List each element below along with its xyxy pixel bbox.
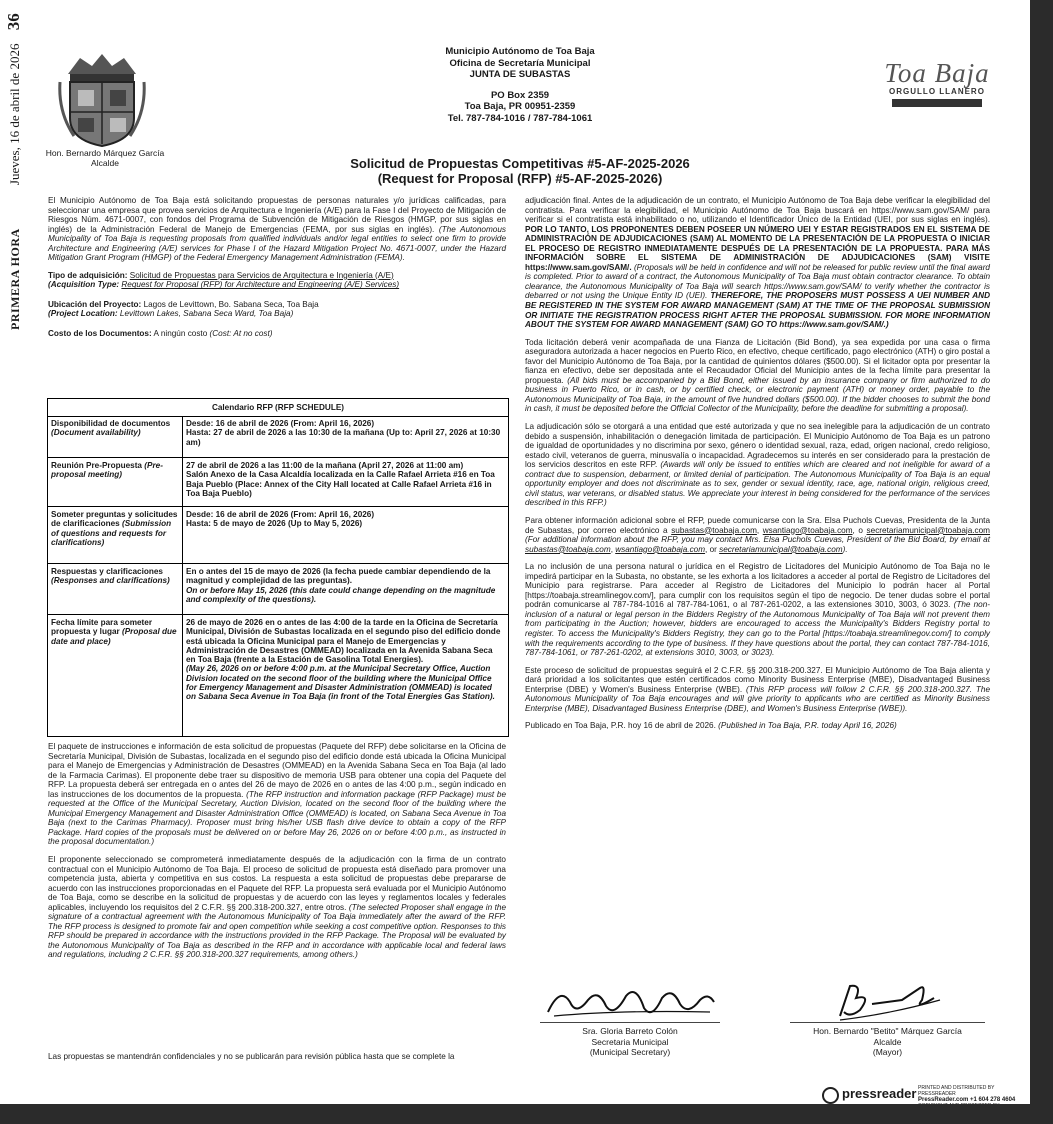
header-tel: Tel. 787-784-1016 / 787-784-1061: [447, 112, 593, 124]
secretary-signature-block: Sra. Gloria Barreto Colón Secretaria Municipal (Municipal Secretary): [582, 1026, 678, 1057]
office-header: [350, 46, 690, 124]
title-es: Solicitud de Propuestas Competitivas #5-AF-2025-2026: [350, 156, 690, 171]
municipal-crest-icon: [58, 52, 146, 148]
mayor-caption-name: Hon. Bernardo Márquez García: [45, 148, 165, 158]
mayor-caption: [30, 148, 180, 168]
intro-paragraph: El Municipio Autónomo de Toa Baja está solicitando propuestas de personas naturales y/o jurídicas calificadas, para seleccionar una empresa que provea servicios de Arquitectura e Ingeniería (A/E) para la Fase I del Proyecto de Mitigación de Riesgos Núm. 4671-0007, con fondos del Programa de Subvención de Mitigación de Riesgos (HMGP, por sus siglas en inglés) de la Administración Federal de Manejo de Emergencias (FEMA, por sus siglas en inglés). (The Autonomous Municipality of Toa Baja is requesting proposals from qualified individuals and/or legal entities to select one firm to provide Architecture and Engineering (A/E) services for Phase I of the Hazard Mitigation Project No. 4671-0007, under the Hazard Mitigation Grant Program (HMGP) of the Federal Emergency Management Administration (FEMA).: [48, 196, 507, 263]
email-link[interactable]: subastas@toabaja.com: [671, 525, 757, 535]
equal-opportunity-paragraph: La adjudicación sólo se otorgará a una entidad que esté autorizada y que no sea inelegible para la adjudicación de un contrato debido a suspensión, inhabilitación o denegación limitada de participación. El Municipio Autónomo de Toa Baja es un patrono de igualdad de oportunidades y no discrimina por sexo, género o identidad sexual, raza, edad, origen nacional, credo religioso, estado civil, veteranos de guerra, minusvalía o incapacidad. Agradecemos su interés en ser considerado para la prestación de los servicios descritos en este RFP. (Awards will only be issued to entities which are cleared and not ineligible for award of a contract due to suspension, debarment, or limited denial of participation. The Autonomous Municipality of Toa Baja is an equal opportunity employer and does not discriminate as to sex, gender or sexual identity, race, age, national origin, religious creed, civil status, war veterans, or disabled status. We appreciate your interest in being considered for the performance of the services described in this RFP.): [525, 422, 990, 508]
header-po: PO Box 2359: [490, 89, 550, 101]
logo-wave-icon: [892, 99, 982, 107]
logo-text: Toa Baja: [884, 58, 990, 88]
header-line3: JUNTA DE SUBASTAS: [469, 69, 571, 80]
header-line2: Oficina de Secretaría Municipal: [449, 57, 591, 69]
pressreader-footer: pressreader PRINTED AND DISTRIBUTED BY PRESSREADER PressReader.com +1 604 278 4604: [822, 1086, 1022, 1104]
table-row: Fecha límite para someter propuesta y lugar (Proposal due date and place) 26 de mayo de 2026 en o antes de las 4:00 de la tarde en la Oficina de Secretaría Municipal, División de Subastas localizada en el segundo piso del edificio donde está ubicada la Oficina Municipal para el Manejo de Emergencias y Administración de Desastres (OMMEAD) localizada en la Avenida Sabana Seca en Toa Baja (frente a la Estación de Gasolina Total Energies). (May 26, 2026 on or before 4:00 p.m. at the Municipal Secretary Office, Auction Division located on the second floor of the building where the Municipal Office for Emergency Management and Disaster Administration (OMMEAD) is located on Sabana Seca Avenue in Toa Baja (in front of the Total Energies Gas Station).: [48, 614, 508, 737]
mayor-caption-role: Alcalde: [91, 158, 119, 168]
bidders-registry-paragraph: La no inclusión de una persona natural o jurídica en el Registro de Licitadores del Municipio Autónomo de Toa Baja no le impedirá participar en la Subasta, no obstante, se les exhorta a los licitadores a acceder al portal de Registro de Licitadores del Municipio para registrarse. Para acceder al Registro de Licitadores del Municipio lo podrán hacer al Portal [https://toabaja.streamlinegov.com/], para cumplir con los requisitos según el tipo de negocio. De tener dudas sobre el portal podrán comunicarse al 787-784-1016 al 787-784-1061, o al 787-261-0202, a las extensiones 3010, 3003, ó 3023. (The non-inclusion of a natural or legal person in the Bidders Registry of the Autonomous Municipality of Toa Baja will not prevent them from participating in the Auction; however, bidders are encouraged to access the Municipality's Bidders Registry portal to register. To access the Municipality's Bidders Registry, they can go to the Portal [https://toabaja.streamlinegov.com/] to comply with the requirements according to the type of business. If they have questions about the portal, they can contact 787-784-1016, 787-784-1061, or 787-261-0202, at extensions 3010, 3003, or 3023).: [525, 562, 991, 658]
notice-title: [240, 156, 800, 186]
viewer-border-right: [1030, 0, 1053, 1124]
mbe-paragraph: Este proceso de solicitud de propuestas seguirá el 2 C.F.R. §§ 200.318-200.327. El Municipio Autónomo de Toa Baja alienta y dará prioridad a los solicitantes que estén certificados como Minority Business Enterprise (MBE), Disadvantaged Business Enterprise (DBE) y Women's Business Enterprise (WBE). (This RFP process will follow 2 C.F.R. §§ 200.318-200.327. The Autonomous Municipality of Toa Baja encourages and will give priority to applicants who are certified as Minority Business Enterprise (MBE), Disadvantaged Business Enterprise (DBE), and Women's Business Enterprise (WBE)).: [525, 665, 990, 713]
left-column-lower: [48, 742, 506, 968]
table-row: Someter preguntas y solicitudes de clarificaciones (Submission of questions and requests for clarifications) Desde: 16 de abril de 2026 (From: April 16, 2026) Hasta: 5 de mayo de 2026 (Up to May 5, 2026): [48, 506, 508, 563]
table-row: Disponibilidad de documentos (Document availability) Desde: 16 de abril de 2026 (From: April 16, 2026) Hasta: 27 de abril de 2026 a las 10:30 de la mañana (Up to: April 27, 2026 at 10:30 am): [51, 419, 501, 447]
bid-bond-paragraph: Toda licitación deberá venir acompañada de una Fianza de Licitación (Bid Bond), ya sea expedida por una casa o firma aseguradora autorizada a hacer negocios en Puerto Rico, en efectivo, cheque certificado, pago electrónico (ATH) o giro postal a favor del Municipio Autónomo de Toa Baja, por la cantidad de quinientos dólares ($500.00). Si el licitador opta por presentar la fianza en efectivo, debe ser depositada ante el Recaudador Oficial del Municipio antes de la fecha límite para presentar la propuesta. (All bids must be accompanied by a Bid Bond, either issued by an insurance company or firm authorized to do business in Puerto Rico, or in cash, or by certified check, or electronic payment (ATH) or money order, payable to the Autonomous Municipality of Toa Baja, in the amount of five hundred dollars ($500.00). If the bidder chooses to submit the bond in cash, it must be deposited before the Official Collector of the Municipality, before the deadline for submitting a proposal).: [525, 337, 990, 414]
section-name: PRIMERA HORA: [8, 228, 22, 330]
sam-paragraph: adjudicación final. Antes de la adjudicación de un contrato, el Municipio Autónomo de Toa Baja debe verificar la elegibilidad del contratista. Para verificar la elegibilidad, el Municipio Autónomo de Toa Baja buscará en https://www.sam.gov/SAM/ para verificar si el contratista está inhabilitado o no, utilizando el Identificador Único de la Entidad (UEI, por sus siglas en inglés). POR LO TANTO, LOS PROPONENTES DEBEN POSEER UN NÚMERO UEI Y ESTAR REGISTRADOS EN EL SISTEMA DE ADMINISTRACIÓN DE ADJUDICACIONES (SAM) AL MOMENTO DE LA PRESENTACIÓN DE LA PROPUESTA O INICIAR EL PROCESO DE REGISTRO INMEDIATAMENTE DESPUÉS DE LA PRESENTACIÓN DE LA PROPUESTA. PARA MÁS INFORMACIÓN SOBRE EL SISTEMA DE ADMINISTRACIÓN DE ADJUDICACIONES (SAM) VISITE https://www.sam.gov/SAM/. (Proposals will be held in confidence and will not be released for public review until the final award is completed. Prior to award of a contract, the Autonomous Municipality of Toa Baja must obtain contractor clearance. To obtain clearance, the Autonomous Municipality of Toa Baja will search https://www.sam.gov/SAM/ to verify whether the contractor is debarred or not using the Unique Entity ID (UEI). THEREFORE, THE PROPOSERS MUST POSSESS A UEI NUMBER AND BE REGISTERED IN THE SYSTEM FOR AWARD MANAGEMENT (SAM) AT THE TIME OF THE PROPOSAL SUBMISSION OR INITIATE THE REGISTRATION PROCESS RIGHT AFTER THE PROPOSAL SUBMISSION. FOR MORE INFORMATION ABOUT THE SYSTEM FOR AWARD MANAGEMENT (SAM) GO TO https://www.sam.gov/SAM/.): [525, 196, 990, 330]
mayor-signature-icon: [810, 980, 960, 1024]
email-link[interactable]: wsantiago@toabaja.com: [615, 544, 706, 554]
proposer-paragraph: El proponente seleccionado se comprometerá inmediatamente después de la adjudicación con la firma de un contrato contractual con el Municipio Autónomo de Toa Baja. El proceso de solicitud de propuesta está diseñado para promover una competencia justa, abierta y competitiva en sus costos. La respuesta a esta solicitud de propuestas debe prepararse de acuerdo con las instrucciones proporcionadas en el Paquete del RFP. La propuesta será evaluada por el Municipio Autónomo de Toa Baja, como se describe en la solicitud de propuestas y de acuerdo con las leyes y reglamentos locales y federales aplicables, incluyendo los requisitos del 2 C.F.R. §§ 200.318-200.327, entre otros. (The selected Proposer shall engage in the signature of a contractual agreement with the Autonomous Municipality of Toa Baja immediately after the award of the RFP. The RFP process is designed to promote fair and open competition while seeking a cost competitive option. Responses to this RFP should be prepared in accordance with the instructions provided in the RFP Package. The Proposal will be evaluated by the Autonomous Municipality of Toa Baja as described in the RFP and in accordance with applicable local and federal laws and regulations, including 2 C.F.R. §§ 200.318-200.327 requirements, among others.): [48, 855, 506, 960]
contact-paragraph: Para obtener información adicional sobre el RFP, puede comunicarse con la Sra. Elsa Puchols Cuevas, Presidenta de la Junta de Subastas, por correo electrónico a subastas@toabaja.com, wsantiago@toabaja.com, o secretariamunicipal@toabaja.com (For additional information about the RFP, you may contact Mrs. Elsa Puchols Cuevas, President of the Bid Board, by email at subastas@toabaja.com, wsantiago@toabaja.com, or secretariamunicipal@toabaja.com).: [525, 515, 990, 554]
rfp-package-paragraph: El paquete de instrucciones e información de esta solicitud de propuestas (Paquete del RFP) debe solicitarse en la Oficina de Secretaría Municipal, División de Subastas, localizada en el segundo piso del edificio donde está ubicada la Oficina Municipal para el Manejo de Emergencias y Administración de Desastres (OMMEAD) en la Avenida Sabana Seca en Toa Baja (al lado de la Farmacia Carimas). El proponente debe traer su dispositivo de memoria USB para obtener una copia del Paquete del RFP. La propuesta deberá ser entregada en o antes del 26 de mayo de 2026 en o antes de las 4:00 p.m., según indicado en las instrucciones de los documentos de la propuesta. (The RFP instruction and information package (RFP Package) must be requested at the Office of the Municipal Secretary, Auction Division, located on the second floor of the building where the Municipal Emergency Management and Disaster Administration Office (OMMEAD) is located, on Sabana Seca Avenue in Toa Baja (next to the Carimas Pharmacy). Proposer must bring his/her USB flash drive device to obtain a copy of the RFP Package. Hard copies of the proposals must be delivered on or before May 26, 2026 on or before 4:00 p.m., as instructed in the proposal documentation.): [48, 742, 506, 847]
table-row: Reunión Pre-Propuesta (Pre-proposal meeting) 27 de abril de 2026 a las 11:00 de la mañana (April 27, 2026 at 11:00 am) Salón Anexo de la Casa Alcaldía localizada en la Calle Rafael Arrieta #16 en Toa Baja Pueblo (Place: Annex of the City Hall located at Calle Rafael Arrieta #16 in Toa Baja Pueblo): [48, 457, 508, 506]
mayor-signature-block: Hon. Bernardo "Betito" Márquez García Alcalde (Mayor): [813, 1026, 962, 1057]
acquisition-type: Tipo de adquisición: Solicitud de Propuestas para Servicios de Arquitectura e Ingeniería (A/E) (Acquisition Type: Request for Proposal (RFP) for Architecture and Engineering (A/E) Services): [48, 270, 400, 290]
table-row: Respuestas y clarificaciones (Responses and clarifications) En o antes del 15 de mayo de 2026 (la fecha puede cambiar dependiendo de la magnitud y complejidad de las preguntas). On or before May 15, 2026 (this date could change depending on the magnitude and complexity of the questions).: [48, 563, 508, 614]
header-line1: Municipio Autónomo de Toa Baja: [445, 46, 595, 57]
email-link[interactable]: secretariamunicipal@toabaja.com: [719, 544, 843, 554]
confidentiality-line: Las propuestas se mantendrán confidenciales y no se publicarán para revisión pública hasta que se complete la: [48, 1052, 455, 1061]
pressreader-brand: pressreader: [842, 1086, 917, 1101]
right-column: [525, 196, 990, 739]
secretary-signature-icon: [540, 982, 720, 1024]
rfp-schedule-table: [47, 398, 509, 737]
pressreader-logo-icon: [822, 1087, 839, 1104]
viewer-border-bottom: [0, 1104, 1053, 1124]
title-en: (Request for Proposal (RFP) #5-AF-2025-2026): [377, 171, 663, 186]
header-city: Toa Baja, PR 00951-2359: [464, 101, 576, 112]
logo-tagline: ORGULLO LLANERO: [889, 87, 985, 96]
page-number: 36: [4, 13, 23, 31]
email-link[interactable]: subastas@toabaja.com: [525, 544, 611, 554]
page-side-strip: [2, 13, 26, 370]
project-location: Ubicación del Proyecto: Lagos de Levittown, Bo. Sabana Seca, Toa Baja (Project Location: Levittown Lakes, Sabana Seca Ward, Toa Baja): [48, 299, 319, 319]
toa-baja-logo: [872, 58, 1002, 118]
email-link[interactable]: secretariamunicipal@toabaja.com: [866, 525, 990, 535]
document-cost: Costo de los Documentos: A ningún costo (Cost: At no cost): [48, 329, 273, 339]
schedule-header: Calendario RFP (RFP SCHEDULE): [48, 399, 508, 417]
published-line: Publicado en Toa Baja, P.R. hoy 16 de abril de 2026. (Published in Toa Baja, P.R. today April 16, 2026): [525, 721, 897, 731]
issue-date: Jueves, 16 de abril de 2026: [7, 43, 22, 186]
left-column: [48, 196, 506, 347]
email-link[interactable]: wsantiago@toabaja.com: [762, 525, 853, 535]
